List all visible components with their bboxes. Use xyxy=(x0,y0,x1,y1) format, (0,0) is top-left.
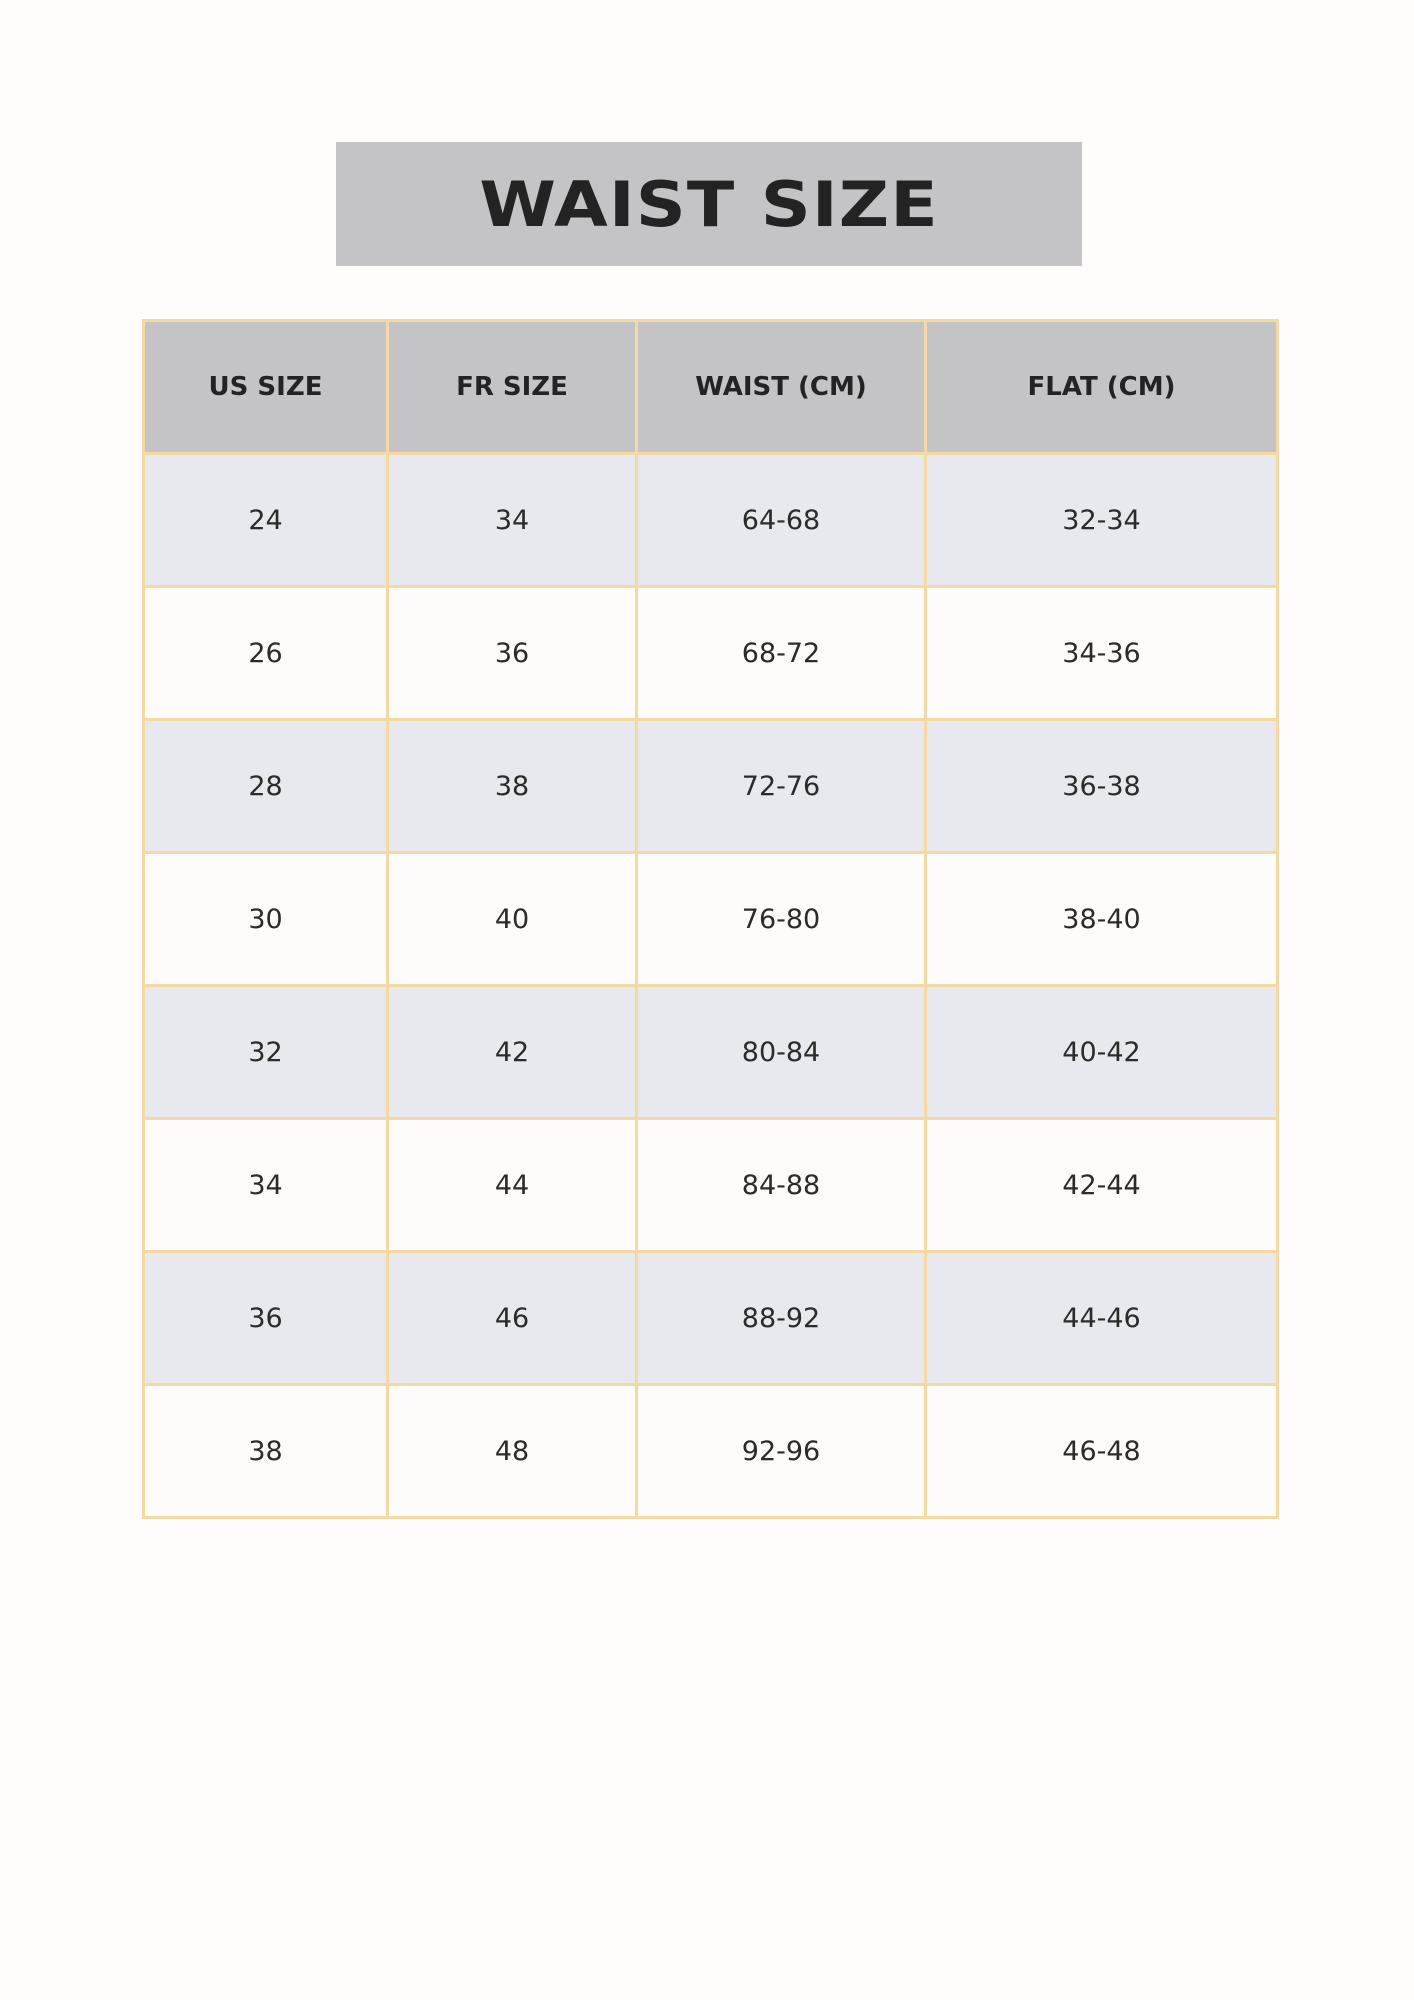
cell-us-size: 36 xyxy=(144,1252,388,1385)
cell-us-size: 26 xyxy=(144,587,388,720)
cell-fr-size: 42 xyxy=(388,986,637,1119)
table-row xyxy=(144,1385,1278,1518)
column-header-fr-size: FR SIZE xyxy=(388,321,637,454)
waist-size-table xyxy=(142,319,1279,1519)
cell-flat-cm: 34-36 xyxy=(926,587,1278,720)
cell-flat-cm: 32-34 xyxy=(926,454,1278,587)
table-row xyxy=(144,1252,1278,1385)
cell-us-size: 30 xyxy=(144,853,388,986)
table-row xyxy=(144,1119,1278,1252)
cell-fr-size: 40 xyxy=(388,853,637,986)
cell-flat-cm: 36-38 xyxy=(926,720,1278,853)
page-title: WAIST SIZE xyxy=(479,167,939,241)
cell-waist-cm: 80-84 xyxy=(637,986,926,1119)
column-header-us-size: US SIZE xyxy=(144,321,388,454)
cell-flat-cm: 40-42 xyxy=(926,986,1278,1119)
cell-flat-cm: 42-44 xyxy=(926,1119,1278,1252)
cell-fr-size: 48 xyxy=(388,1385,637,1518)
cell-fr-size: 34 xyxy=(388,454,637,587)
cell-us-size: 34 xyxy=(144,1119,388,1252)
cell-waist-cm: 64-68 xyxy=(637,454,926,587)
column-header-flat-cm: FLAT (CM) xyxy=(926,321,1278,454)
cell-fr-size: 38 xyxy=(388,720,637,853)
table-header-row xyxy=(144,321,1278,454)
cell-waist-cm: 76-80 xyxy=(637,853,926,986)
table-row xyxy=(144,454,1278,587)
table-row xyxy=(144,986,1278,1119)
cell-flat-cm: 46-48 xyxy=(926,1385,1278,1518)
table-row xyxy=(144,853,1278,986)
cell-us-size: 32 xyxy=(144,986,388,1119)
cell-flat-cm: 38-40 xyxy=(926,853,1278,986)
table-row xyxy=(144,720,1278,853)
cell-waist-cm: 84-88 xyxy=(637,1119,926,1252)
cell-fr-size: 44 xyxy=(388,1119,637,1252)
column-header-waist-cm: WAIST (CM) xyxy=(637,321,926,454)
cell-us-size: 24 xyxy=(144,454,388,587)
cell-flat-cm: 44-46 xyxy=(926,1252,1278,1385)
cell-waist-cm: 68-72 xyxy=(637,587,926,720)
cell-fr-size: 36 xyxy=(388,587,637,720)
cell-us-size: 38 xyxy=(144,1385,388,1518)
cell-waist-cm: 92-96 xyxy=(637,1385,926,1518)
cell-waist-cm: 72-76 xyxy=(637,720,926,853)
cell-waist-cm: 88-92 xyxy=(637,1252,926,1385)
table-row xyxy=(144,587,1278,720)
cell-fr-size: 46 xyxy=(388,1252,637,1385)
cell-us-size: 28 xyxy=(144,720,388,853)
title-banner xyxy=(336,142,1082,266)
